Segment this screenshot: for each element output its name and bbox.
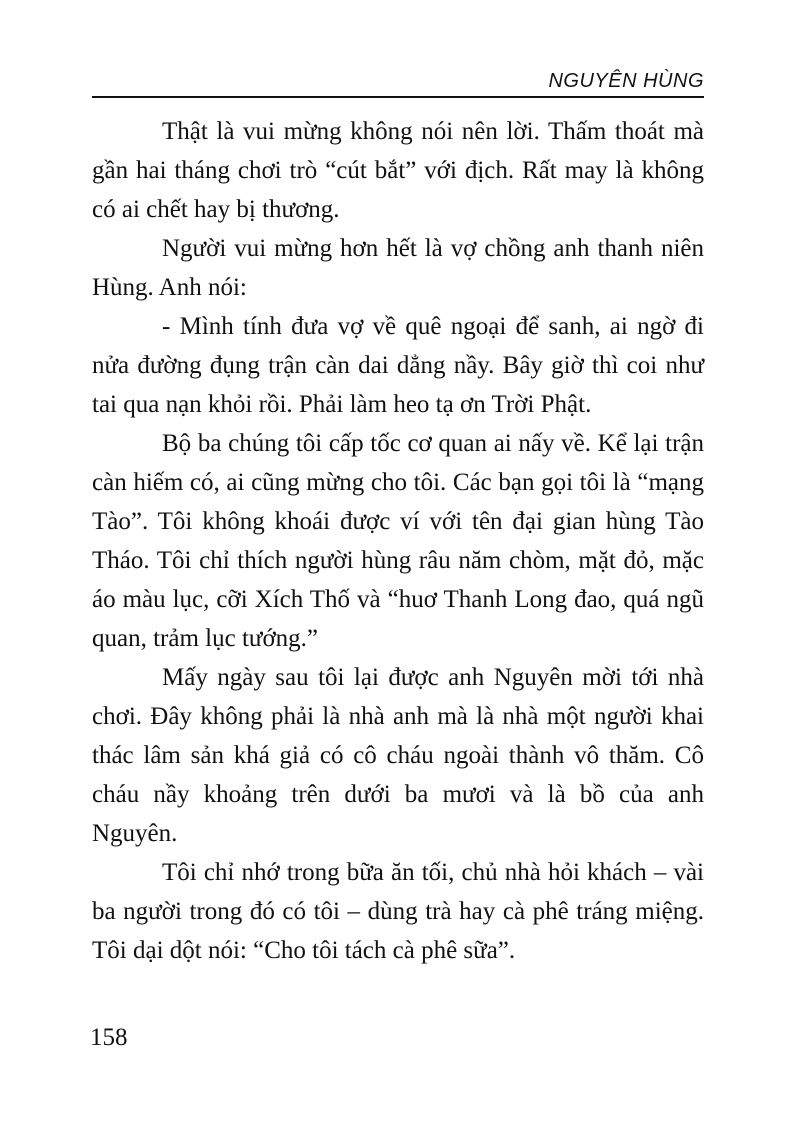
body-text <box>92 112 704 970</box>
running-header <box>92 66 704 98</box>
paragraph: Tôi chỉ nhớ trong bữa ăn tối, chủ nhà hỏi khách – vài ba người trong đó có tôi – dùng trà hay cà phê tráng miệng. Tôi dại dột nói: “Cho tôi tách cà phê sữa”. <box>92 859 704 964</box>
paragraph: Mấy ngày sau tôi lại được anh Nguyên mời tới nhà chơi. Đây không phải là nhà anh mà là nhà một người khai thác lâm sản khá giả có cô cháu ngoài thành vô thăm. Cô cháu nầy khoảng trên dưới ba mươi và là bồ của anh Nguyên. <box>92 664 704 847</box>
page-number: 158 <box>90 1024 128 1051</box>
running-header-title: NGUYÊN HÙNG <box>548 70 704 92</box>
paragraph: Bộ ba chúng tôi cấp tốc cơ quan ai nấy về. Kể lại trận càn hiếm có, ai cũng mừng cho tôi. Các bạn gọi tôi là “mạng Tào”. Tôi không khoái được ví với tên đại gian hùng Tào Tháo. Tôi chỉ thích người hùng râu năm chòm, mặt đỏ, mặc áo màu lục, cỡi Xích Thố và “huơ Thanh Long đao, quá ngũ quan, trảm lục tướng.” <box>92 430 704 652</box>
paragraph: - Mình tính đưa vợ về quê ngoại để sanh, ai ngờ đi nửa đường đụng trận càn dai dẳng nầy. Bây giờ thì coi như tai qua nạn khỏi rồi. Phải làm heo tạ ơn Trời Phật. <box>92 313 704 418</box>
paragraph: Thật là vui mừng không nói nên lời. Thấm thoát mà gần hai tháng chơi trò “cút bắt” với địch. Rất may là không có ai chết hay bị thương. <box>92 118 704 223</box>
paragraph: Người vui mừng hơn hết là vợ chồng anh thanh niên Hùng. Anh nói: <box>92 235 704 301</box>
